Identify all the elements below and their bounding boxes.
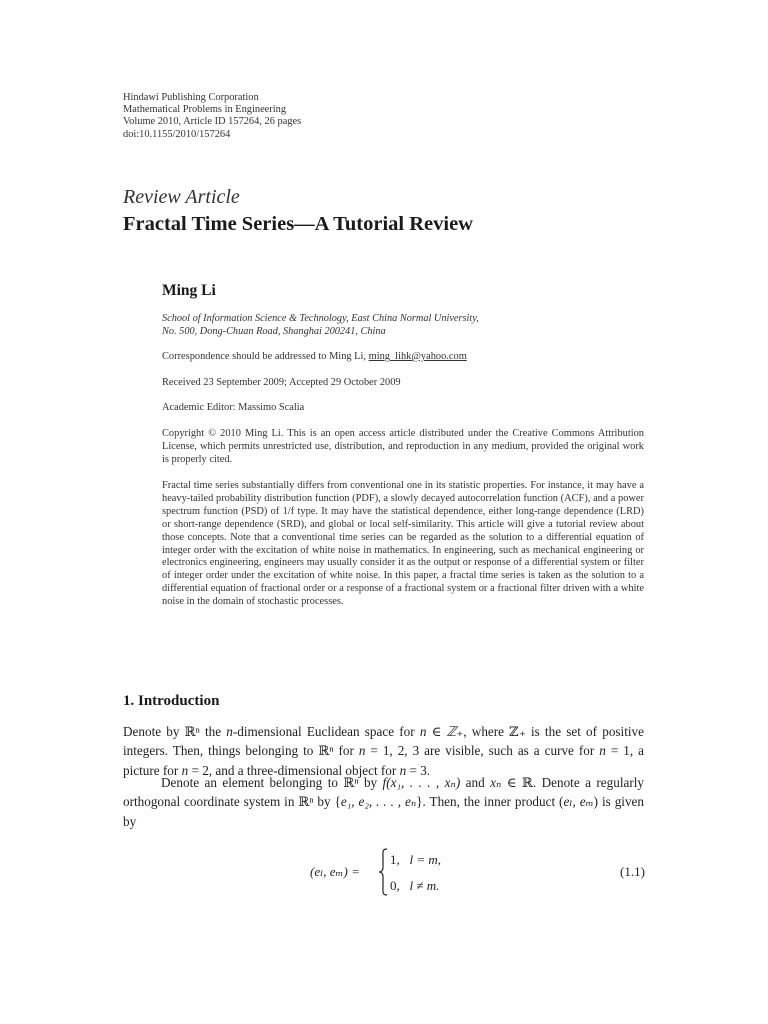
journal-line: Mathematical Problems in Engineering <box>123 104 287 116</box>
author-affiliation <box>162 312 479 338</box>
section-heading-introduction: 1. Introduction <box>123 693 220 709</box>
correspondence-email-link[interactable]: ming_lihk@yahoo.com <box>368 351 467 362</box>
academic-editor: Academic Editor: Massimo Scalia <box>162 402 305 413</box>
correspondence-line <box>162 351 467 362</box>
author-name: Ming Li <box>162 282 216 299</box>
volume-line: Volume 2010, Article ID 157264, 26 pages <box>123 116 302 128</box>
affiliation-line-1: School of Information Science & Technology, East China Normal University, <box>162 313 479 324</box>
publisher-line: Hindawi Publishing Corporation <box>123 92 259 103</box>
intro-paragraph-1: Denote by ℝⁿ the n-dimensional Euclidean space for n ∈ ℤ₊, where ℤ₊ is the set of positive integers. Then, things belonging to ℝⁿ for n = 1, 2, 3 are visible, such as a curve for n = 1, a picture for n = 2, and a three-dimensional object for n = 3. <box>123 724 644 778</box>
intro-paragraph-2: Denote an element belonging to ℝⁿ by f(x₁, . . . , xₙ) and xₙ ∈ ℝ. Denote a regularly orthogonal coordinate system in ℝⁿ by {e₁, e₂, . . . , eₙ}. Then, the inner product (eₗ, eₘ) is given by <box>123 775 644 829</box>
equation-case-1: 1, l = m, <box>390 852 442 867</box>
journal-header <box>123 92 301 141</box>
equation-1-1 <box>300 848 650 898</box>
article-type-label: Review Article <box>123 186 240 208</box>
received-accepted-dates: Received 23 September 2009; Accepted 29 October 2009 <box>162 377 401 388</box>
abstract: Fractal time series substantially differs from conventional one in its statistic properties. For instance, it may have a heavy-tailed probability distribution function (PDF), a slowly decayed autocorrelation function (ACF), and a power spectrum function (PSD) of 1/f type. It may have the statistical dependence, either long-range dependence (LRD) or short-range dependence (SRD), and global or local self-similarity. This article will give a tutorial review about those concepts. Note that a conventional time series can be regarded as the solution to a differential equation of integer order with the excitation of white noise in mathematics. In engineering, such as mechanical engineering or electronics engineering, engineers may usually consider it as the output or response of a differential system or filter of integer order under the excitation of white noise. In this paper, a fractal time series is taken as the solution to a differential equation of fractional order or a response of a fractional system or a fractional filter driven with a white noise in the domain of stochastic processes. <box>162 480 644 608</box>
left-brace-icon <box>378 848 388 896</box>
equation-lhs: (eₗ, eₘ) = <box>310 864 360 879</box>
correspondence-text: Correspondence should be addressed to Ming Li, <box>162 351 369 362</box>
article-title: Fractal Time Series—A Tutorial Review <box>123 213 473 235</box>
equation-number: (1.1) <box>620 864 645 879</box>
copyright-notice: Copyright © 2010 Ming Li. This is an open access article distributed under the Creative Commons Attribution License, which permits unrestricted use, distribution, and reproduction in any medium, provided the original work is properly cited. <box>162 428 644 465</box>
affiliation-line-2: No. 500, Dong-Chuan Road, Shanghai 200241, China <box>162 326 386 337</box>
doi-line: doi:10.1155/2010/157264 <box>123 128 231 140</box>
equation-case-2: 0, l ≠ m. <box>390 878 440 893</box>
